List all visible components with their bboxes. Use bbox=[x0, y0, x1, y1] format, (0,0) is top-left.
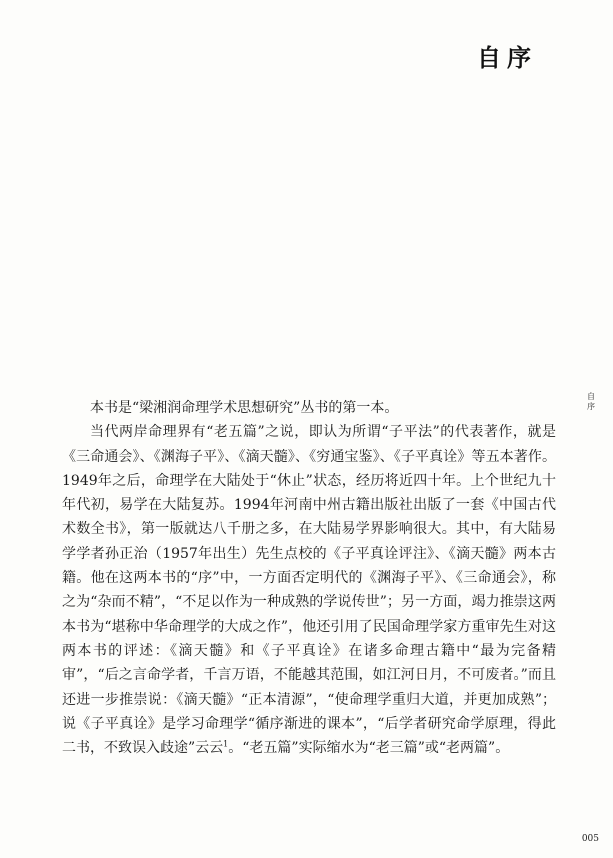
footnote-marker: 1 bbox=[223, 739, 229, 749]
side-section-tab: 自序 bbox=[587, 392, 595, 411]
page-number: 005 bbox=[581, 834, 599, 844]
paragraph-2-tail: 。“老五篇”实际缩水为“老三篇”或“老两篇”。 bbox=[228, 740, 510, 757]
page-title: 自序 bbox=[477, 44, 537, 72]
body-text bbox=[62, 396, 556, 760]
paragraph-2 bbox=[62, 420, 556, 760]
paragraph-2-main: 当代两岸命理界有“老五篇”之说，即认为所谓“子平法”的代表著作，就是《三命通会》、《渊海子平》、《滴天髓》、《穷通宝鉴》、《子平真诠》等五本著作。1949年之后，命理学在大陆处于“休止”状态，经历将近四十年。上个世纪九十年代初，易学在大陆复苏。1994年河南中州古籍出版社出版了一套《中国古代术数全书》，第一版就达八千册之多，在大陆易学界影响很大。其中，有大陆易学学者孙正治（1957年出生）先生点校的《子平真诠评注》、《滴天髓》两本古籍。他在这两本书的“序”中，一方面否定明代的《渊海子平》、《三命通会》，称之为“杂而不精”，“不足以作为一种成熟的学说传世”；另一方面，竭力推崇这两本书为“堪称中华命理学的大成之作”，他还引用了民国命理学家方重审先生对这两本书的评述：《滴天髓》和《子平真诠》在诸多命理古籍中“最为完备精审”，“后之言命学者，千言万语，不能越其范围，如江河日月，不可废者。”而且还进一步推崇说：《滴天髓》“正本清源”，“使命理学重归大道，并更加成熟”；说《子平真诠》是学习命理学“循序渐进的课本”，“后学者研究命学原理，得此二书，不致误入歧途”云云 bbox=[62, 424, 556, 757]
paragraph-1: 本书是“梁湘润命理学术思想研究”丛书的第一本。 bbox=[90, 400, 399, 416]
